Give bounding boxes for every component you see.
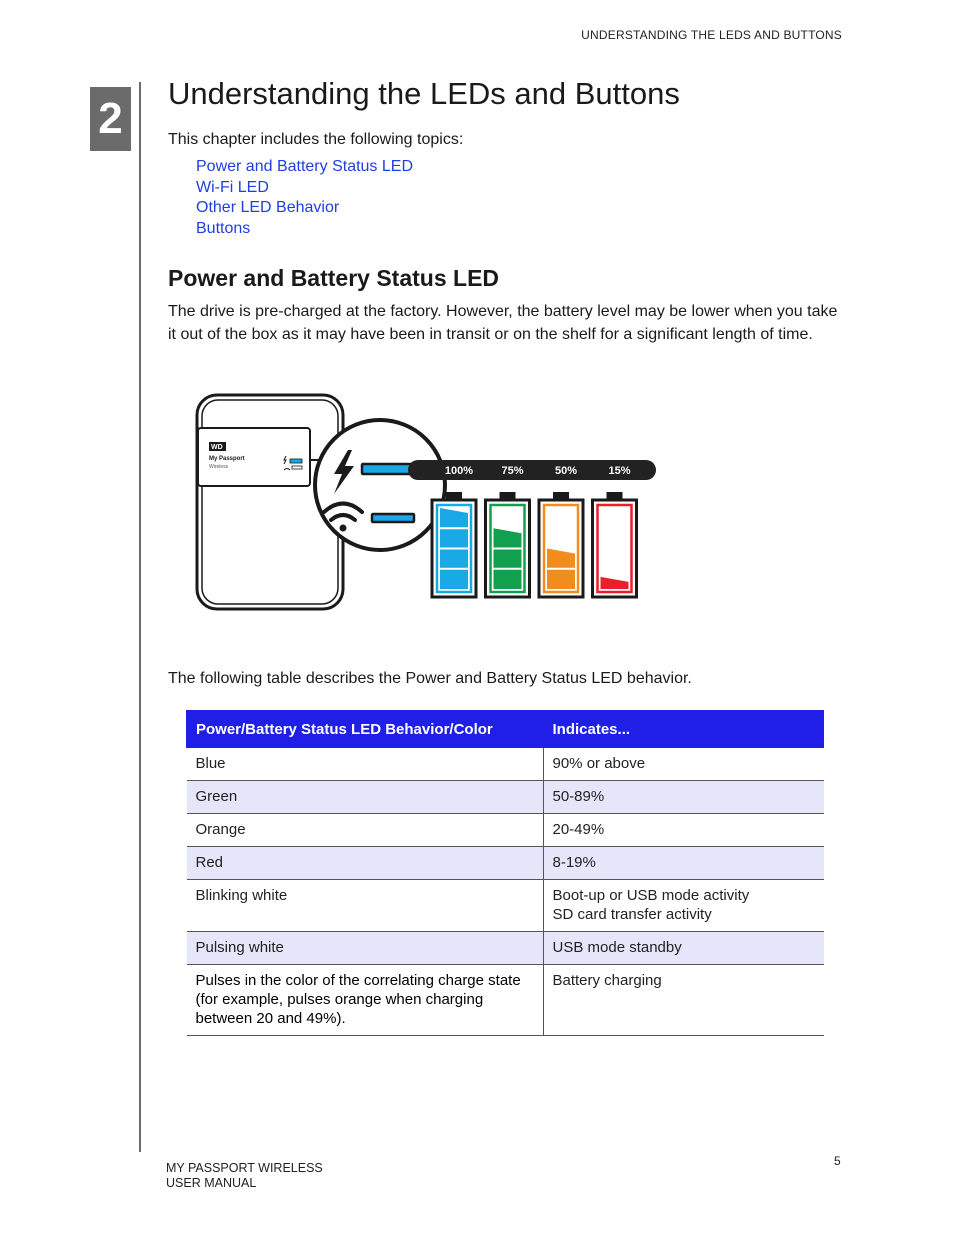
level-label: 50% [554, 465, 578, 477]
topic-item [196, 157, 838, 178]
chapter-title: Understanding the LEDs and Buttons [168, 76, 680, 111]
row-indicates [543, 880, 824, 932]
row-behavior: Blinking white [187, 880, 544, 932]
row-behavior: Green [187, 781, 544, 814]
table-intro: The following table describes the Power and Battery Status LED behavior. [168, 670, 692, 687]
topic-item [196, 198, 838, 219]
topic-link-other-led[interactable]: Other LED Behavior [196, 199, 340, 216]
chapter-number-badge: 2 [90, 87, 131, 151]
wd-logo: WD [211, 444, 223, 451]
topic-link-power-battery[interactable]: Power and Battery Status LED [196, 158, 413, 175]
table-row [187, 781, 824, 814]
topic-item [196, 219, 838, 240]
table-row [187, 748, 824, 781]
level-label: 15% [608, 465, 631, 477]
battery-gauge [593, 492, 637, 597]
topic-item [196, 178, 838, 199]
footer-product [166, 1161, 323, 1191]
power-led-bar [362, 464, 414, 474]
battery-fill [494, 528, 522, 589]
row-indicates: Battery charging [543, 965, 824, 1036]
table-row [187, 814, 824, 847]
row-behavior: Blue [187, 748, 544, 781]
row-indicates-line: SD card transfer activity [552, 906, 712, 923]
chapter-intro: This chapter includes the following topics: [168, 131, 464, 148]
level-label: 100% [444, 465, 474, 477]
battery-led-figure [190, 390, 660, 615]
row-indicates-line: Boot-up or USB mode activity [552, 887, 750, 904]
page-number: 5 [834, 1154, 841, 1168]
device-subtitle: Wireless [209, 464, 229, 470]
topic-link-buttons[interactable]: Buttons [196, 219, 251, 237]
running-header: UNDERSTANDING THE LEDS AND BUTTONS [581, 28, 842, 42]
table-header-row [187, 711, 824, 748]
row-indicates: 50-89% [543, 781, 824, 814]
row-indicates: USB mode standby [543, 932, 824, 965]
footer-doc-name: USER MANUAL [166, 1176, 257, 1190]
row-behavior: Red [187, 847, 544, 880]
battery-gauge [539, 492, 583, 597]
section-title: Power and Battery Status LED [168, 265, 500, 291]
row-behavior: Pulses in the color of the correlating charge state (for example, pulses orange when charging between 20 and 49%). [187, 965, 544, 1036]
main-content [168, 74, 838, 346]
footer-product-name: MY PASSPORT WIRELESS [166, 1161, 323, 1175]
row-behavior: Orange [187, 814, 544, 847]
row-indicates: 20-49% [543, 814, 824, 847]
table-row [187, 932, 824, 965]
wifi-led-bar [372, 514, 414, 522]
table-row [187, 880, 824, 932]
section-body: The drive is pre-charged at the factory. However, the battery level may be lower when you take it out of the box as it may have been in transit or on the shelf for a significant length of time. [168, 303, 838, 343]
device-led-small-1 [290, 459, 302, 463]
led-behavior-table [186, 710, 824, 1036]
margin-rule [139, 82, 141, 1152]
device-led-small-2 [292, 466, 302, 469]
table-row [187, 965, 824, 1036]
magnifier-circle [315, 420, 445, 550]
topic-list [196, 157, 838, 239]
row-indicates: 8-19% [543, 847, 824, 880]
device-name: My Passport [209, 456, 245, 462]
level-label: 75% [501, 465, 524, 477]
battery-gauge [486, 492, 530, 597]
table-row [187, 847, 824, 880]
battery-gauges [432, 492, 637, 597]
row-indicates: 90% or above [543, 748, 824, 781]
topic-link-wifi-led[interactable]: Wi-Fi LED [196, 178, 269, 196]
header-indicates: Indicates... [543, 711, 824, 748]
row-behavior: Pulsing white [187, 932, 544, 965]
battery-gauge [432, 492, 476, 597]
header-behavior: Power/Battery Status LED Behavior/Color [187, 711, 544, 748]
